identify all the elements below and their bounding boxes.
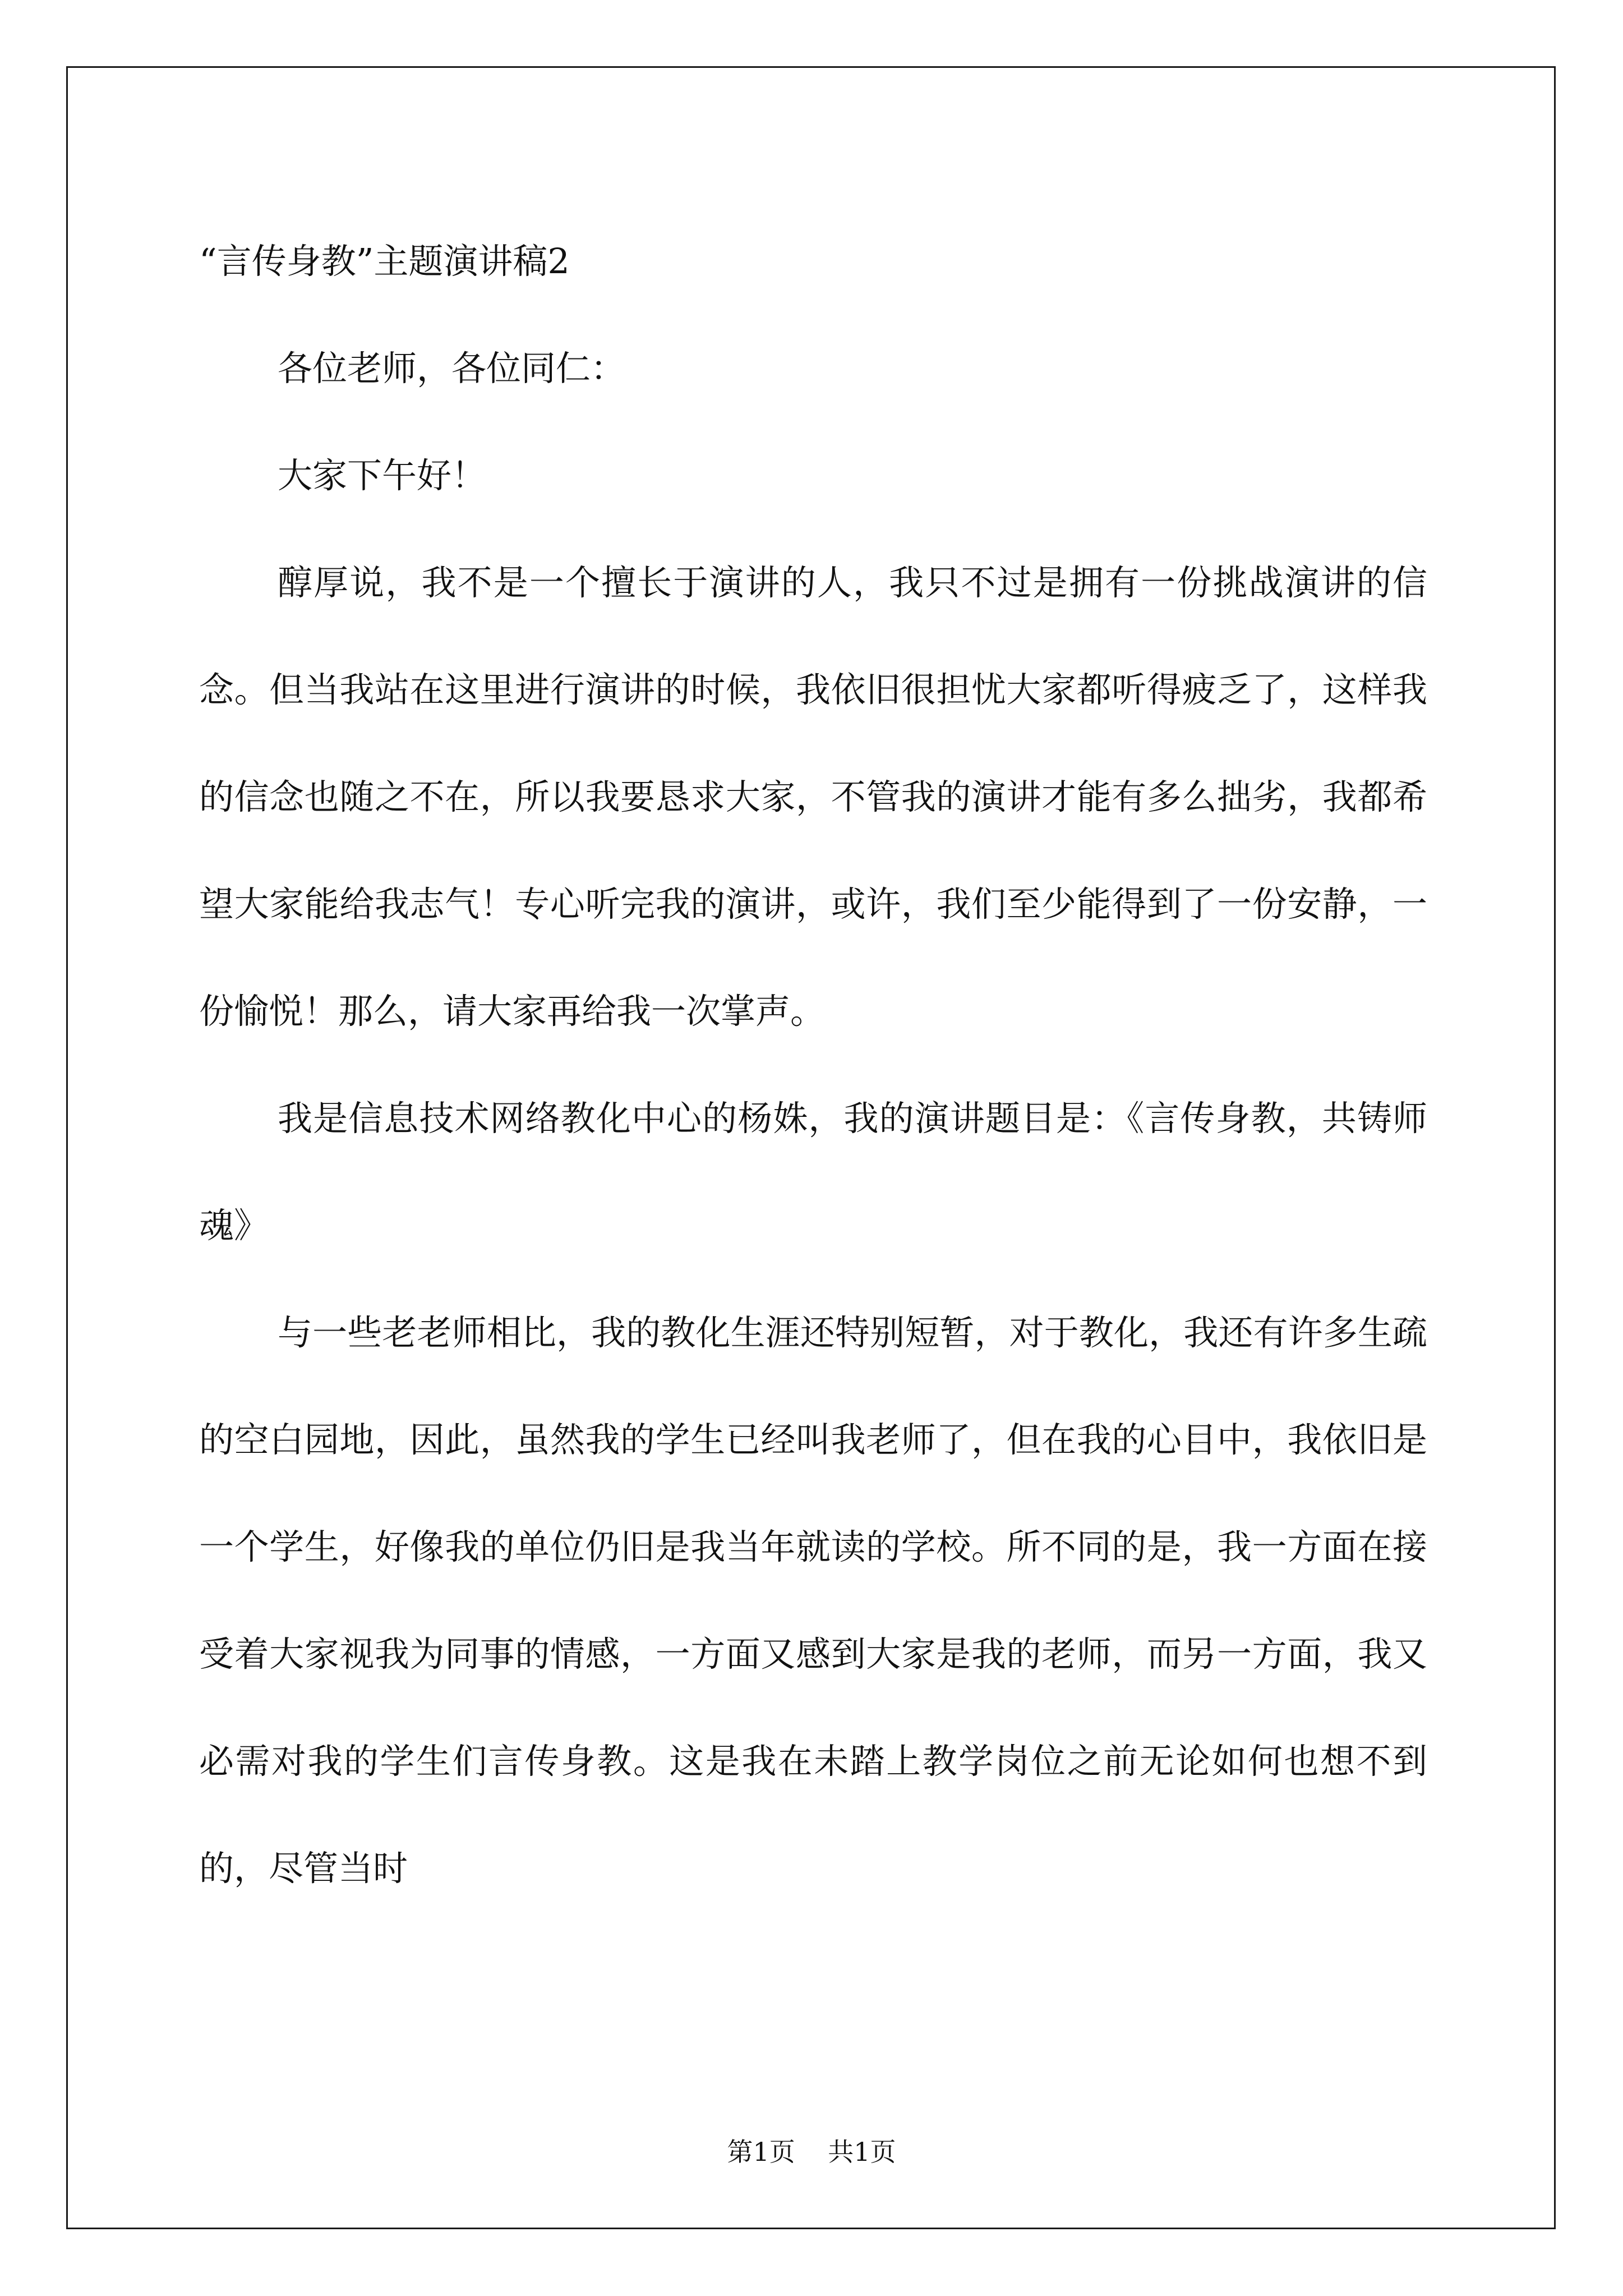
page-number: 第1页 — [727, 2137, 795, 2167]
paragraph-greeting: 大家下午好！ — [278, 455, 487, 496]
document-body — [199, 208, 1427, 1922]
page-footer — [0, 2132, 1623, 2169]
page-total: 共1页 — [828, 2137, 896, 2167]
document-title: “言传身教”主题演讲稿2 — [199, 241, 570, 282]
paragraph-salutation: 各位老师，各位同仁： — [278, 348, 626, 389]
paragraph-opening: 醇厚说，我不是一个擅长于演讲的人，我只不过是拥有一份挑战演讲的信念。但当我站在这里进行演讲的时候，我依旧很担忧大家都听得疲乏了，这样我的信念也随之不在，所以我要恳求大家，不管我的演讲才能有多么拙劣，我都希望大家能给我志气！专心听完我的演讲，或许，我们至少能得到了一份安静，一份愉悦！那么，请大家再给我一次掌声。 — [199, 562, 1427, 1032]
paragraph-body: 与一些老老师相比，我的教化生涯还特别短暂，对于教化，我还有许多生疏的空白园地，因此，虽然我的学生已经叫我老师了，但在我的心目中，我依旧是一个学生，好像我的单位仍旧是我当年就读的学校。所不同的是，我一方面在接受着大家视我为同事的情感，一方面又感到大家是我的老师，而另一方面，我又必需对我的学生们言传身教。这是我在未踏上教学岗位之前无论如何也想不到的，尽管当时 — [199, 1312, 1427, 1889]
paragraph-introduction: 我是信息技术网络教化中心的杨姝，我的演讲题目是：《言传身教，共铸师魂》 — [199, 1098, 1427, 1246]
